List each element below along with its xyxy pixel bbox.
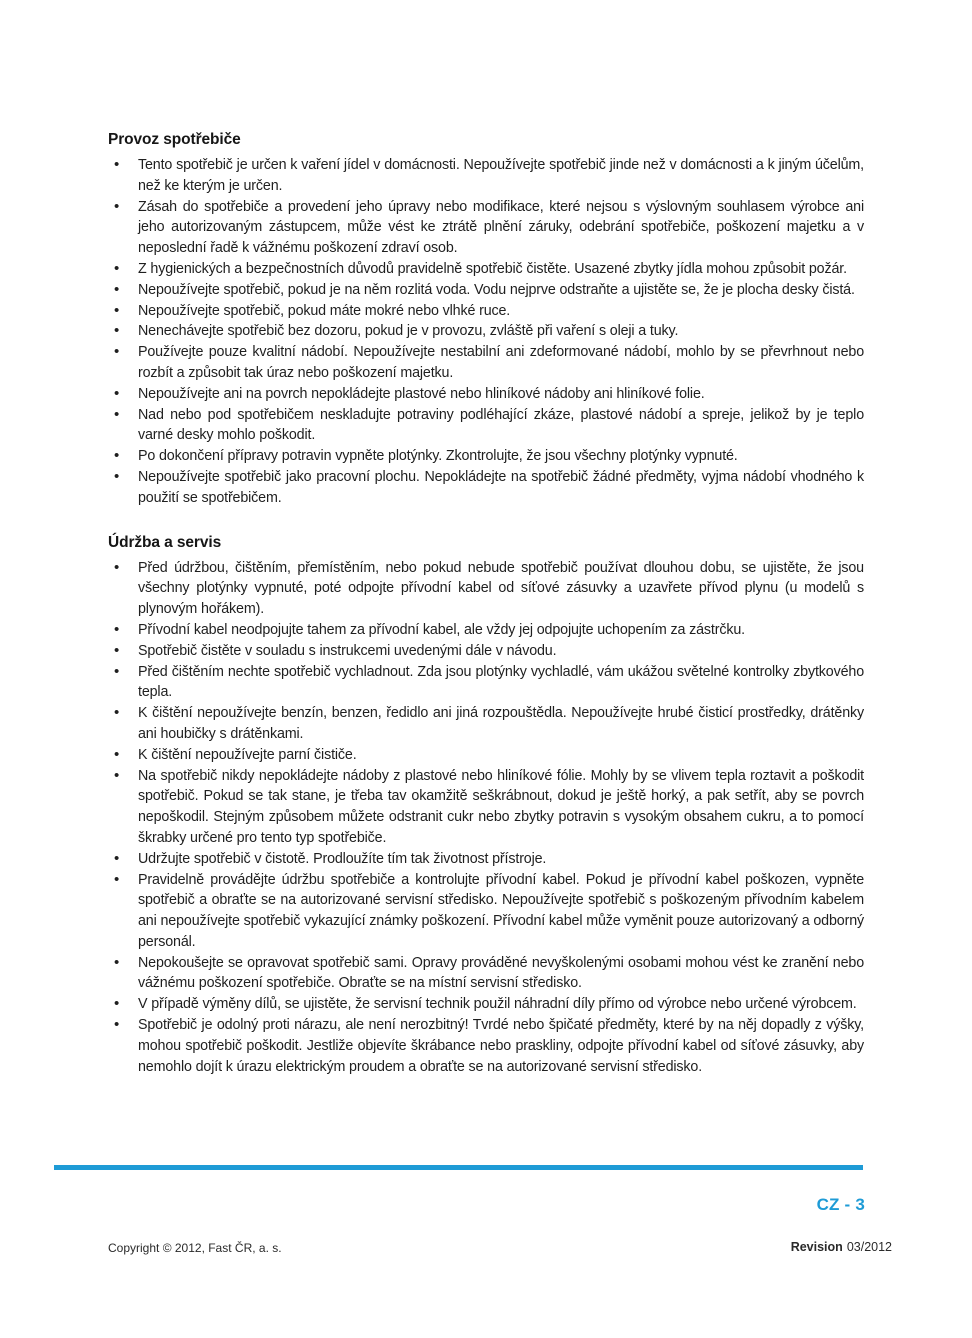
list-item: • Z hygienických a bezpečnostních důvodů pravidelně spotřebič čistěte. Usazené zbytky jídla mohou způsobit požár. bbox=[108, 259, 864, 280]
footer-copyright: Copyright © 2012, Fast ČR, a. s. bbox=[108, 1241, 282, 1255]
section-heading-operation: Provoz spotřebiče bbox=[108, 131, 241, 148]
list-item: • Před čištěním nechte spotřebič vychladnout. Zda jsou plotýnky vychladlé, vám ukážou světelné kontrolky zbytkového tepla. bbox=[108, 662, 864, 704]
bullet-list-operation bbox=[108, 155, 864, 509]
list-item: • Nenechávejte spotřebič bez dozoru, pokud je v provozu, zvláště při vaření s oleji a tuky. bbox=[108, 321, 864, 342]
list-item: • Pravidelně provádějte údržbu spotřebiče a kontrolujte přívodní kabel. Pokud je přívodní kabel poškozen, vypněte spotřebič a obraťte se na autorizované servisní středisko. Nepoužívejte spotřebič s poškozeným přívodním kabelem ani nepoužívejte spotřebič vykazující známky poškození. Přívodní kabel může vyměnit pouze autorizovaný a odborný personál. bbox=[108, 870, 864, 953]
list-item: • Nepoužívejte spotřebič jako pracovní plochu. Nepokládejte na spotřebič žádné předměty, vyjma nádobí vhodného k použití se spotřebičem. bbox=[108, 467, 864, 509]
section-heading-maintenance: Údržba a servis bbox=[108, 533, 222, 551]
footer-revision bbox=[791, 1240, 892, 1254]
document-body bbox=[108, 129, 864, 1077]
section-maintenance bbox=[108, 532, 864, 1078]
list-item: • Přívodní kabel neodpojujte tahem za přívodní kabel, ale vždy jej odpojujte uchopením za zástrčku. bbox=[108, 620, 864, 641]
list-item: • Nad nebo pod spotřebičem neskladujte potraviny podléhající zkáze, plastové nádobí a spreje, jelikož by je teplo varné desky mohlo poškodit. bbox=[108, 405, 864, 447]
list-item: • Nepoužívejte spotřebič, pokud máte mokré nebo vlhké ruce. bbox=[108, 301, 864, 322]
list-item: • Po dokončení přípravy potravin vypněte plotýnky. Zkontrolujte, že jsou všechny plotýnky vypnuté. bbox=[108, 446, 864, 467]
list-item: • Nepoužívejte spotřebič, pokud je na něm rozlitá voda. Vodu nejprve odstraňte a ujistěte se, že je plocha desky čistá. bbox=[108, 280, 864, 301]
list-item: • Na spotřebič nikdy nepokládejte nádoby z plastové nebo hliníkové fólie. Mohly by se vlivem tepla roztavit a poškodit spotřebič. Pokud se tak stane, je třeba tav okamžitě seškrábnout, dokud je ještě horký, a pak setřít, aby se povrch nepoškodil. Stejným způsobem můžete odstranit cukr nebo zbytky potravin s vysokým obsahem cukru, a to pomocí škrabky určené pro tento typ spotřebiče. bbox=[108, 766, 864, 849]
section-operation bbox=[108, 129, 864, 509]
bullet-list-maintenance bbox=[108, 558, 864, 1078]
footer-divider bbox=[54, 1165, 863, 1170]
list-item: • Nepoužívejte ani na povrch nepokládejte plastové nebo hliníkové nádoby ani hliníkové folie. bbox=[108, 384, 864, 405]
list-item: • Zásah do spotřebiče a provedení jeho úpravy nebo modifikace, které nejsou s výslovným souhlasem výrobce ani jeho autorizovaným zástupcem, může vést ke ztrátě plnění záruky, odebrání spotřebiče, poškození majetku a v neposlední řadě k vážnému poškození zdraví osob. bbox=[108, 197, 864, 259]
list-item: • K čištění nepoužívejte benzín, benzen, ředidlo ani jiná rozpouštědla. Nepoužívejte hrubé čisticí prostředky, drátěnky ani houbičky s drátěnkami. bbox=[108, 703, 864, 745]
list-item: • Spotřebič je odolný proti nárazu, ale není nerozbitný! Tvrdé nebo špičaté předměty, které by na něj dopadly z výšky, mohou spotřebič poškodit. Jestliže objevíte škrábance nebo praskliny, odpojte přívodní kabel od síťové zásuvky, aby nemohlo dojít k úrazu elektrickým proudem a obraťte se na autorizované servisní středisko. bbox=[108, 1015, 864, 1077]
list-item: • Před údržbou, čištěním, přemístěním, nebo pokud nebude spotřebič používat dlouhou dobu, se ujistěte, že jsou všechny plotýnky vypnuté, poté odpojte přívodní kabel od síťové zásuvky a uzavřete přívod plynu (u modelů s plynovým hořákem). bbox=[108, 558, 864, 620]
list-item: • Používejte pouze kvalitní nádobí. Nepoužívejte nestabilní ani zdeformované nádobí, mohlo by se převrhnout nebo rozbít a způsobit tak úraz nebo poškození majetku. bbox=[108, 342, 864, 384]
list-item: • Nepokoušejte se opravovat spotřebič sami. Opravy prováděné nevyškolenými osobami mohou vést ke zranění nebo vážnému poškození spotřebiče. Obraťte se na místní servisní středisko. bbox=[108, 953, 864, 995]
list-item: • Spotřebič čistěte v souladu s instrukcemi uvedenými dále v návodu. bbox=[108, 641, 864, 662]
page-number: CZ - 3 bbox=[816, 1195, 865, 1214]
list-item: • V případě výměny dílů, se ujistěte, že servisní technik použil náhradní díly přímo od výrobce nebo určené výrobcem. bbox=[108, 994, 864, 1015]
list-item: • Tento spotřebič je určen k vaření jídel v domácnosti. Nepoužívejte spotřebič jinde než v domácnosti a k jiným účelům, než ke kterým je určen. bbox=[108, 155, 864, 197]
list-item: • Udržujte spotřebič v čistotě. Prodloužíte tím tak životnost přístroje. bbox=[108, 849, 864, 870]
footer-revision-label: Revision bbox=[790, 1240, 843, 1254]
footer-revision-value: 03/2012 bbox=[846, 1240, 892, 1254]
list-item: • K čištění nepoužívejte parní čističe. bbox=[108, 745, 864, 766]
